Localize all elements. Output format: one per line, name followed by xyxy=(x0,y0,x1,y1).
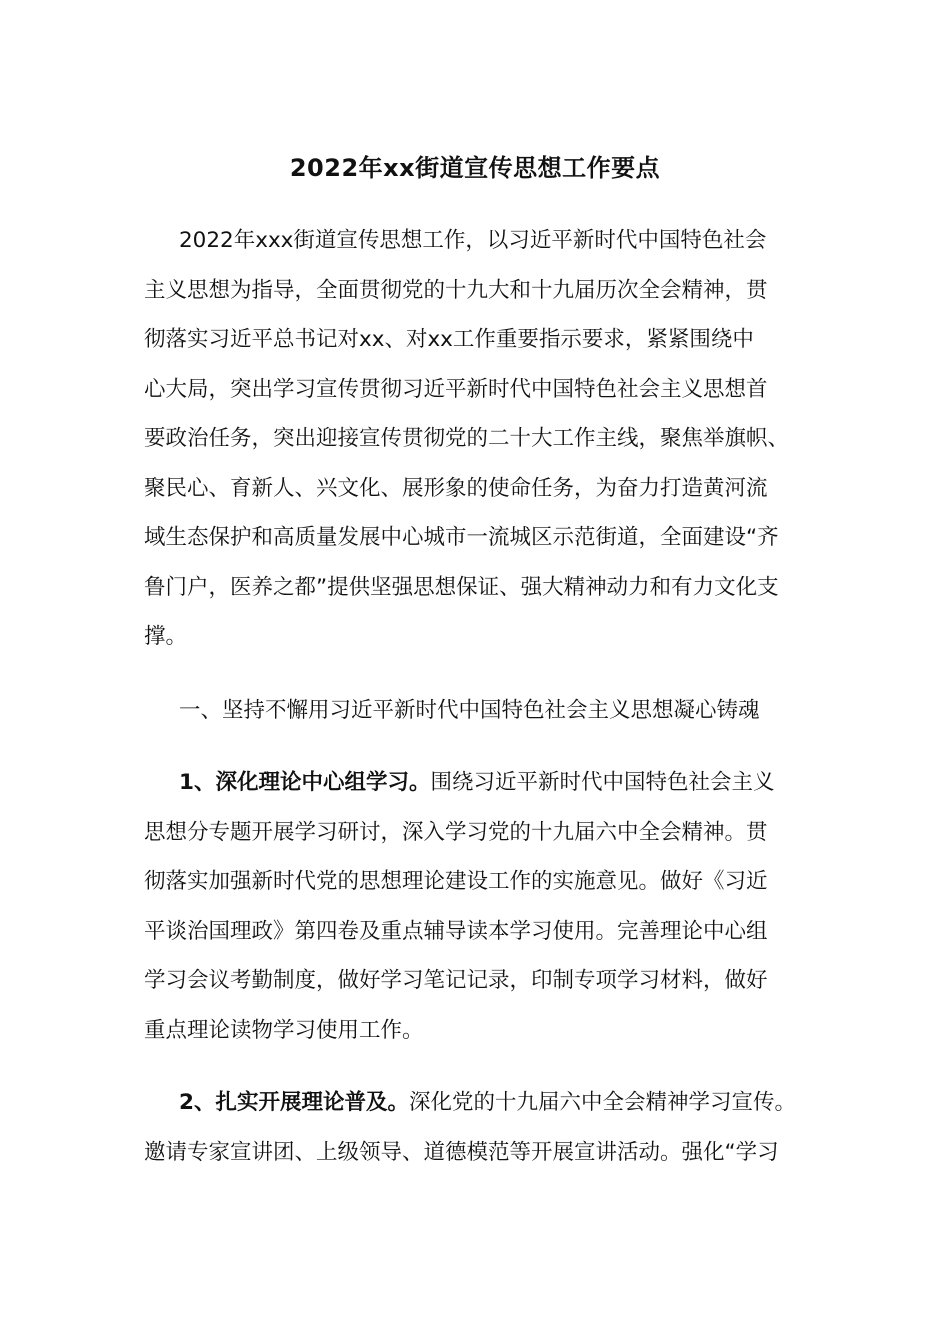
item-line: 彻落实加强新时代党的思想理论建设工作的实施意见。做好《习近 xyxy=(144,869,768,894)
section-heading xyxy=(144,686,812,736)
intro-line: 彻落实习近平总书记对xx、对xx工作重要指示要求，紧紧围绕中 xyxy=(144,327,754,352)
item-line: 学习会议考勤制度，做好学习笔记记录，印制专项学习材料，做好 xyxy=(144,968,768,993)
item-line: 思想分专题开展学习研讨，深入学习党的十九届六中全会精神。贯 xyxy=(144,819,768,845)
item-bold-lead: 2、扎实开展理论普及。 xyxy=(179,1090,409,1115)
intro-paragraph xyxy=(144,216,812,662)
item-first-line-text: 围绕习近平新时代中国特色社会主义 xyxy=(430,770,775,795)
section-heading-text: 一、坚持不懈用习近平新时代中国特色社会主义思想凝心铸魂 xyxy=(179,698,760,723)
intro-line: 鲁门户，医养之都”提供坚强思想保证、强大精神动力和有力文化支 xyxy=(144,574,779,600)
item-line: 邀请专家宣讲团、上级领导、道德模范等开展宣讲活动。强化“学习 xyxy=(144,1139,779,1165)
intro-line: 要政治任务，突出迎接宣传贯彻党的二十大工作主线，聚焦举旗帜、 xyxy=(144,426,790,451)
intro-line: 撑。 xyxy=(144,624,188,649)
intro-line: 2022年xxx街道宣传思想工作，以习近平新时代中国特色社会 xyxy=(179,228,767,253)
item-first-line xyxy=(144,1078,812,1128)
item-first-line xyxy=(144,758,812,808)
intro-line: 域生态保护和高质量发展中心城市一流城区示范街道，全面建设“齐 xyxy=(144,525,779,550)
item-paragraph-1 xyxy=(144,758,812,1055)
item-bold-lead: 1、深化理论中心组学习。 xyxy=(179,770,431,795)
intro-line: 主义思想为指导，全面贯彻党的十九大和十九届历次全会精神，贯 xyxy=(144,277,768,303)
item-line: 平谈治国理政》第四卷及重点辅导读本学习使用。完善理论中心组 xyxy=(144,918,768,944)
intro-line: 心大局，突出学习宣传贯彻习近平新时代中国特色社会主义思想首 xyxy=(144,376,768,402)
intro-line: 聚民心、育新人、兴文化、展形象的使命任务，为奋力打造黄河流 xyxy=(144,475,768,501)
item-line: 重点理论读物学习使用工作。 xyxy=(144,1017,424,1043)
item-paragraph-2 xyxy=(144,1078,812,1177)
item-first-line-text: 深化党的十九届六中全会精神学习宣传。 xyxy=(408,1090,796,1115)
document-title: 2022年xx街道宣传思想工作要点 xyxy=(289,154,661,182)
